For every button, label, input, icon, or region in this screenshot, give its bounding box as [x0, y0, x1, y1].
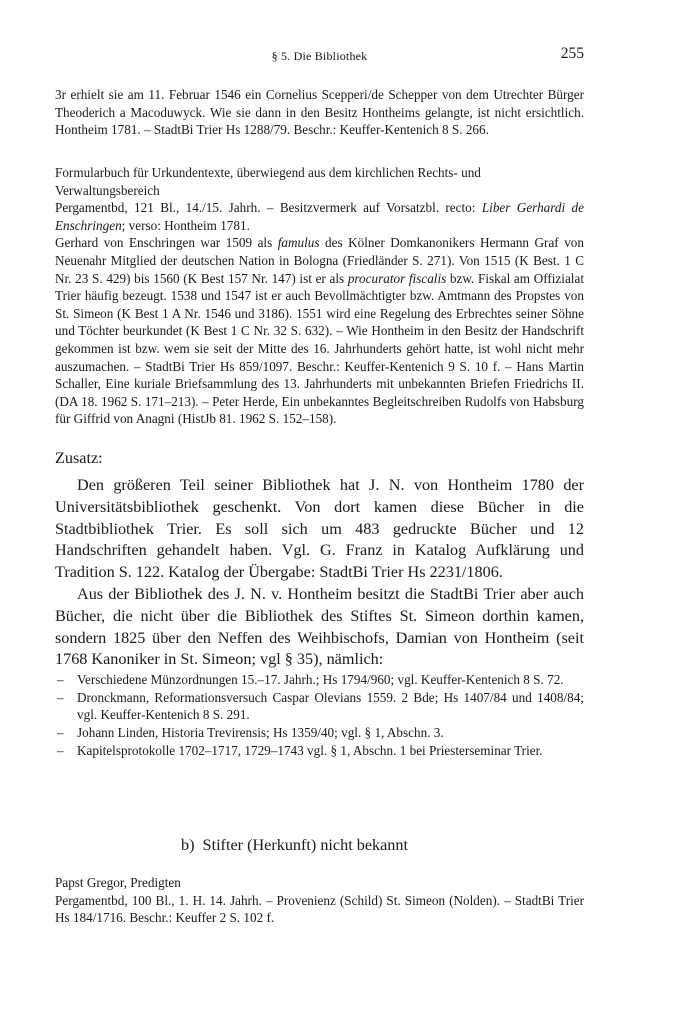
continuation-paragraph: 3r erhielt sie am 11. Februar 1546 ein Cornelius Scepperi/de Schepper von dem Utrechter Bürger Theoderich a Macoduwyck. Wie sie dann in den Besitz Hontheims gelangte, ist nicht ersichtlich. Hontheim 1781. – StadtBi Trier Hs 1288/79. Beschr.: Keuffer-Kentenich 8 S. 266.	[55, 87, 584, 138]
list-item	[55, 724, 584, 742]
entry-formularbuch	[55, 164, 584, 428]
dash-marker: –	[57, 672, 64, 688]
note-text: Gerhard von Enschringen war 1509 als	[55, 235, 278, 251]
description-text: Pergamentbd, 121 Bl., 14./15. Jahrh. – Besitzvermerk auf Vorsatzbl. recto:	[55, 200, 482, 216]
hontheim-manuscript-list	[55, 671, 584, 759]
zusatz-paragraph-2: Aus der Bibliothek des J. N. v. Hontheim besitzt die StadtBi Trier aber auch Bücher, die nicht über die Bibliothek des Stiftes St. Simeon dorthin kamen, sondern 1825 über den Neffen des Weihbischofs, Damian von Hontheim (seit 1768 Kanoniker in St. Simeon; vgl § 35), nämlich:	[55, 584, 584, 669]
note-italic-procurator: procurator fiscalis	[347, 270, 447, 286]
dash-marker: –	[57, 742, 64, 758]
note-italic-famulus: famulus	[277, 235, 320, 251]
running-head	[55, 47, 584, 67]
description-italic-text: Liber Gerhardi de Enschringen	[55, 200, 584, 233]
entry-title: Formularbuch für Urkundentexte, überwiegend aus dem kirchlichen Rechts- und Verwaltungsbereich	[55, 165, 481, 198]
zusatz-section	[55, 448, 584, 759]
description-text-end: ; verso: Hontheim 1781.	[121, 217, 250, 233]
page-number: 255	[560, 45, 584, 62]
dash-marker: –	[57, 724, 64, 740]
list-item	[55, 742, 584, 760]
section-b-heading: b) Stifter (Herkunft) nicht bekannt	[180, 836, 408, 854]
list-item-text: Kapitelsprotokolle 1702–1717, 1729–1743 vgl. § 1, Abschn. 1 bei Priesterseminar Trier.	[77, 742, 543, 758]
entry-title: Papst Gregor, Predigten	[55, 875, 181, 890]
section-b	[55, 835, 584, 856]
entry-description: Pergamentbd, 100 Bl., 1. H. 14. Jahrh. – Provenienz (Schild) St. Simeon (Nolden). – StadtBi Trier Hs 184/1716. Beschr.: Keuffer 2 S. 102 f.	[55, 892, 584, 926]
list-item-text: Verschiedene Münzordnungen 15.–17. Jahrh.; Hs 1794/960; vgl. Keuffer-Kentenich 8 S. 72.	[77, 672, 564, 688]
running-head-title: § 5. Die Bibliothek	[271, 49, 368, 63]
continuation-block	[55, 86, 584, 139]
entry-gregor	[55, 874, 584, 927]
zusatz-paragraph-1: Den größeren Teil seiner Bibliothek hat J. N. von Hontheim 1780 der Universitätsbibliothek geschenkt. Von dort kamen diese Bücher in die Stadtbibliothek Trier. Es soll sich um 483 gedruckte Bücher und 12 Handschriften gehandelt haben. Vgl. G. Franz in Katalog Aufklärung und Tradition S. 122. Katalog der Übergabe: StadtBi Trier Hs 2231/1806.	[55, 476, 584, 582]
list-item	[55, 689, 584, 724]
note-text-mid: des Kölner Domkanonikers Hermann Graf von Neuenahr Mitglied der deutschen Nation in Bologna (Friedländer S. 271). Von 1515 (K Best. 1 C Nr. 23 S. 429) bis 1560 (K Best 157 Nr. 147) ist er als	[55, 235, 584, 286]
note-text-end: bzw. Fiskal am Offizialat Trier häufig bezeugt. 1538 und 1547 ist er auch Bevollmächtigter bzw. Amtmann des Propstes von St. Simeon (K Best 1 A Nr. 1546 und 3186). 1551 wird eine Regelung des Erbrechtes seiner Söhne und Töchter beurkundet (K Best 1 C Nr. 32 S. 632). – Wie Hontheim in den Besitz der Handschrift gekommen ist bzw. wem sie seit der Mitte des 16. Jahrhunderts gehört hatte, ist wohl nicht mehr auszumachen. – StadtBi Trier Hs 859/1097. Beschr.: Keuffer-Kentenich 9 S. 10 f. – Hans Martin Schaller, Eine kuriale Briefsammlung des 13. Jahrhunderts mit unbekannten Briefen Friedrichs II. (DA 18. 1962 S. 171–213). – Peter Herde, Ein unbekanntes Begleitschreiben Rudolfs von Habsburg für Giffrid von Anagni (HistJb 81. 1962 S. 152–158).	[55, 270, 584, 427]
list-item	[55, 671, 584, 689]
list-item-text: Johann Linden, Historia Trevirensis; Hs 1359/40; vgl. § 1, Abschn. 3.	[77, 724, 444, 740]
zusatz-heading: Zusatz:	[55, 449, 103, 467]
dash-marker: –	[57, 689, 64, 705]
entry-note	[55, 234, 584, 428]
entry-description	[55, 199, 584, 234]
list-item-text: Dronckmann, Reformationsversuch Caspar Olevians 1559. 2 Bde; Hs 1407/84 und 1408/84; vgl. Keuffer-Kentenich 8 S. 291.	[77, 689, 584, 723]
